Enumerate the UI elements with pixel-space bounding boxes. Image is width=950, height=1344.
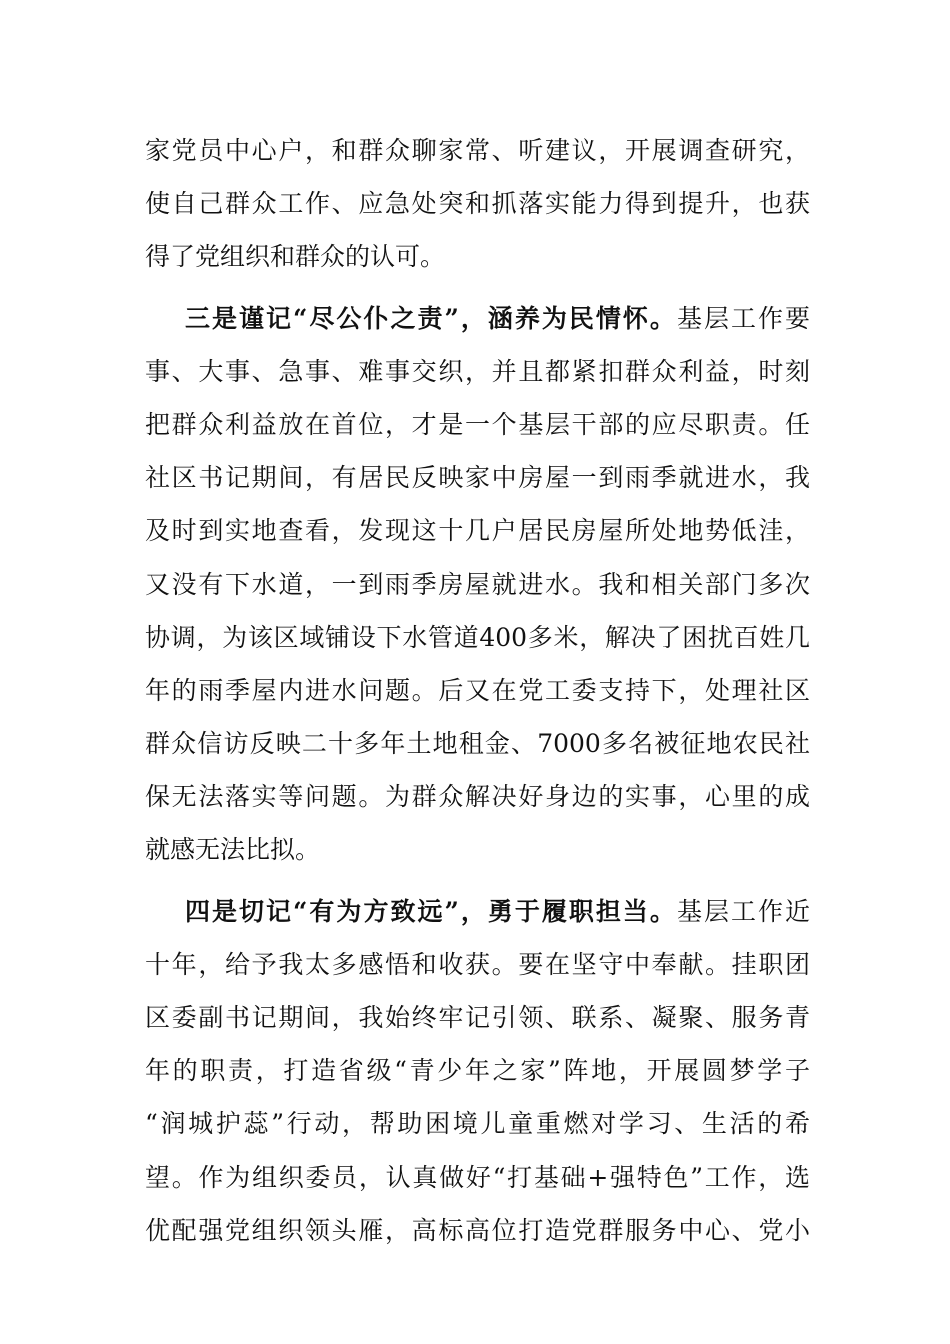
text-span: 社区书记期间，有居民反映家中房屋一到雨季就进水，我 bbox=[145, 463, 810, 493]
text-line bbox=[145, 770, 810, 823]
text-span: 协调，为该区域铺设下水管道400多米，解决了困扰百姓几 bbox=[145, 622, 810, 652]
text-span: 十年，给予我太多感悟和收获。要在坚守中奉献。挂职团 bbox=[145, 949, 810, 979]
text-span: 家党员中心户，和群众聊家常、听建议，开展调查研究， bbox=[145, 136, 810, 165]
text-span: 基层工作要 bbox=[676, 303, 810, 333]
text-span: 年的职责，打造省级“青少年之家”阵地，开展圆梦学子 bbox=[145, 1056, 810, 1086]
paragraph bbox=[145, 885, 810, 1257]
text-line bbox=[145, 611, 810, 664]
text-line bbox=[145, 664, 810, 717]
text-line bbox=[145, 1097, 810, 1150]
text-span: 优配强党组织领头雁，高标高位打造党群服务中心、党小 bbox=[145, 1215, 810, 1245]
paragraph bbox=[145, 292, 810, 877]
text-line bbox=[145, 558, 810, 611]
text-line bbox=[145, 398, 810, 451]
text-line bbox=[145, 124, 810, 177]
text-span: 使自己群众工作、应急处突和抓落实能力得到提升，也获 bbox=[145, 189, 810, 219]
text-line bbox=[145, 504, 810, 557]
paragraph bbox=[145, 124, 810, 284]
text-span: 得了党组织和群众的认可。 bbox=[145, 242, 446, 272]
text-span: 及时到实地查看，发现这十几户居民房屋所处地势低洼， bbox=[145, 516, 810, 546]
text-line bbox=[145, 451, 810, 504]
text-span: 事、大事、急事、难事交织，并且都紧扣群众利益，时刻 bbox=[145, 356, 810, 386]
text-line bbox=[145, 938, 810, 991]
text-span: 区委副书记期间，我始终牢记引领、联系、凝聚、服务青 bbox=[145, 1003, 810, 1032]
text-line bbox=[145, 345, 810, 398]
text-line bbox=[145, 1044, 810, 1097]
text-line bbox=[145, 230, 810, 283]
text-line bbox=[145, 1204, 810, 1257]
text-span: 年的雨季屋内进水问题。后又在党工委支持下，处理社区 bbox=[145, 675, 810, 705]
text-span: 又没有下水道，一到雨季房屋就进水。我和相关部门多次 bbox=[145, 569, 810, 599]
text-line bbox=[145, 885, 810, 938]
text-span: 保无法落实等问题。为群众解决好身边的实事，心里的成 bbox=[145, 782, 810, 812]
paragraph-heading: 四是切记“有为方致远”，勇于履职担当。 bbox=[185, 896, 677, 926]
body-text bbox=[145, 124, 810, 1257]
paragraph-heading: 三是谨记“尽公仆之责”，涵养为民情怀。 bbox=[185, 303, 677, 333]
text-line bbox=[145, 717, 810, 770]
text-span: 把群众利益放在首位，才是一个基层干部的应尽职责。任 bbox=[145, 409, 810, 439]
text-span: 基层工作近 bbox=[676, 896, 810, 926]
text-line bbox=[145, 292, 810, 345]
text-line bbox=[145, 991, 810, 1044]
text-span: 群众信访反映二十多年土地租金、7000多名被征地农民社 bbox=[145, 729, 810, 759]
text-span: “润城护蕊”行动，帮助困境儿童重燃对学习、生活的希 bbox=[145, 1109, 810, 1139]
text-line bbox=[145, 823, 810, 876]
text-line bbox=[145, 177, 810, 230]
text-line bbox=[145, 1151, 810, 1204]
text-span: 望。作为组织委员，认真做好“打基础+强特色”工作，选 bbox=[145, 1162, 810, 1192]
text-span: 就感无法比拟。 bbox=[145, 835, 321, 865]
